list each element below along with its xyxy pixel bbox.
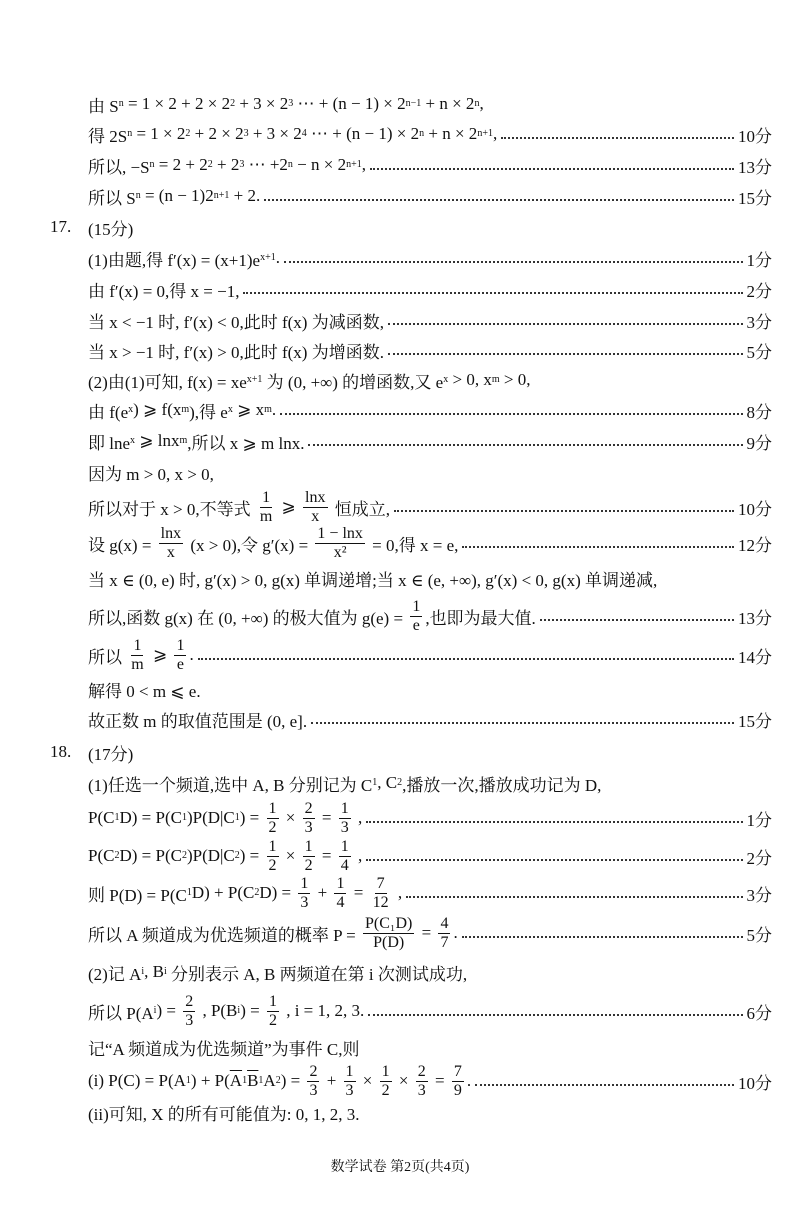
fraction (303, 490, 327, 525)
text: (ii)可知, X 的所有可能值为: 0, 1, 2, 3. (88, 1104, 360, 1124)
line-content: 所以 P(A i ) = $\frac{2}{3}$ , P(B i ) = $\frac{1}{2}$ , i = 1, 2, 3. (88, 992, 365, 1029)
text: 即 lne (88, 433, 131, 453)
dot-leader (462, 546, 734, 548)
numerator: 1 (268, 799, 277, 817)
numerator: 1 (176, 636, 185, 654)
line-content: 所以 S n = (n − 1)2 n+1 + 2. (88, 184, 260, 209)
score-label: 8分 (746, 402, 772, 422)
text: . (453, 923, 458, 942)
text: + 2 (212, 155, 240, 174)
text: P(C (88, 846, 115, 865)
denominator: x (166, 543, 175, 561)
fraction (267, 839, 279, 874)
denominator: 2 (381, 1081, 390, 1099)
text: 所以, −S (88, 157, 150, 177)
text: 所以,函数 g(x) 在 (0, +∞) 的极大值为 g(e) = (88, 608, 408, 628)
text: D) = P(C (119, 808, 182, 827)
numerator: 1 (133, 636, 142, 654)
fraction (371, 876, 391, 911)
text: P(C (88, 808, 115, 827)
dot-leader (501, 137, 734, 139)
text: ),得 e (189, 402, 228, 422)
score-label: 10分 (738, 126, 772, 146)
fraction (339, 839, 351, 874)
solution-line (88, 1032, 772, 1062)
text: , i = 1, 2, 3. (281, 1001, 365, 1020)
denominator: 2 (268, 1011, 277, 1029)
text: + (322, 1071, 341, 1090)
text: − n × 2 (292, 155, 347, 174)
text: = (430, 1071, 449, 1090)
text: 当 x < −1 时, f′(x) < 0,此时 f(x) 为减函数, (88, 312, 384, 332)
line-content (88, 599, 536, 634)
text: . (275, 248, 280, 267)
score-label: 3分 (746, 312, 772, 332)
scored-solution-line (88, 914, 772, 951)
dot-leader (370, 168, 734, 170)
text: 所以 P(A (88, 1003, 154, 1023)
question-number: 18. (50, 742, 72, 761)
numerator: 1 (340, 799, 349, 817)
text: ⩾ (148, 645, 172, 664)
text: ,播放一次,播放成功记为 D, (402, 775, 602, 795)
fraction (438, 916, 450, 951)
line-content (88, 1100, 360, 1125)
text: ⩾ x (232, 400, 265, 419)
text: ⋯ + (n − 1) × 2 (306, 124, 420, 143)
line-content (88, 338, 384, 363)
numerator: 1 (268, 837, 277, 855)
page-footer: 数学试卷 第2页(共4页) (330, 1160, 470, 1175)
score-label: 6分 (746, 1003, 772, 1023)
text: 当 x ∈ (0, e) 时, g′(x) > 0, g(x) 单调递增;当 x ∈ (e, +∞), g′(x) < 0, g(x) 单调递减, (88, 570, 658, 590)
solution-line (88, 1097, 772, 1127)
text: , (393, 883, 403, 902)
text: , (492, 124, 498, 143)
dot-leader (388, 323, 743, 325)
text: = (317, 846, 336, 865)
numerator: 1 (268, 992, 277, 1010)
text: + (313, 883, 332, 902)
line-content: 由 S n = 1 × 2 + 2 × 2 2 + 3 × 2 3 ⋯ + (n − 1) × 2 n−1 + n × 2 n , (88, 92, 484, 117)
line-content: 得 2S n = 1 × 2 2 + 2 × 2 3 + 3 × 2 4 ⋯ + (n − 1) × 2 n + n × 2 n+1 , (88, 122, 497, 147)
text: A (263, 1071, 276, 1090)
denominator: P(D) (373, 933, 405, 951)
text: 解得 0 < m ⩽ e. (88, 681, 201, 701)
denominator: 3 (185, 1011, 194, 1029)
fraction (303, 801, 315, 836)
text: 当 x > −1 时, f′(x) > 0,此时 f(x) 为增函数. (88, 342, 384, 362)
text: 所以 A 频道成为优选频道的概率 P = (88, 925, 360, 945)
numerator: P(C₁D) (365, 914, 413, 932)
text: = 2 + 2 (154, 155, 208, 174)
score-label: 14分 (738, 647, 772, 667)
text: (2)记 A (88, 964, 142, 984)
question-number: 17. (50, 217, 72, 236)
text: )P(D|C (186, 808, 235, 827)
numerator: 2 (304, 799, 313, 817)
solution-line (50, 737, 772, 767)
text: = 1 × 2 (132, 124, 186, 143)
fraction (258, 490, 274, 525)
scored-solution-line (88, 426, 772, 456)
text: , B (144, 962, 164, 981)
score-label: 10分 (738, 1073, 772, 1093)
line-content (88, 460, 214, 485)
text: ) = (239, 846, 264, 865)
denominator: e (412, 616, 420, 634)
text: 则 P(D) = P(C (88, 885, 187, 905)
text: D) = (259, 883, 296, 902)
numerator: 1 (300, 874, 309, 892)
scored-solution-line (88, 636, 772, 673)
denominator: 7 (440, 933, 449, 951)
scored-solution-line (88, 335, 772, 365)
scored-solution-line (88, 488, 772, 525)
text: > 0, x (448, 370, 492, 389)
text: (1)任选一个频道,选中 A, B 分别记为 C (88, 775, 373, 795)
numerator: 1 (345, 1062, 354, 1080)
fraction (129, 638, 145, 673)
text: ⋯ + (n − 1) × 2 (293, 94, 406, 113)
fraction (307, 1064, 319, 1099)
denominator: 2 (268, 818, 277, 836)
text: × (394, 1071, 413, 1090)
score-label: 15分 (738, 711, 772, 731)
score-label: 5分 (746, 342, 772, 362)
dot-leader (406, 896, 742, 898)
solution-line (50, 212, 772, 242)
denominator: 3 (300, 893, 309, 911)
dot-leader (264, 199, 734, 201)
text: ) = (239, 808, 264, 827)
text: = 0,得 x = e, (367, 535, 459, 555)
numerator: lnx (160, 524, 182, 542)
line-content: (1)任选一个频道,选中 A, B 分别记为 C 1 , C 2 ,播放一次,播放成功记为 D, (88, 771, 601, 796)
line-content (88, 916, 458, 951)
text: ) ⩾ f(x (133, 400, 182, 419)
dot-leader (462, 936, 743, 938)
text: , (361, 155, 366, 174)
solution-line (88, 365, 772, 395)
text: ⩾ lnx (135, 431, 180, 450)
scored-solution-line (88, 274, 772, 304)
fraction (303, 839, 315, 874)
denominator: 4 (340, 856, 349, 874)
text: ,所以 x ⩾ m lnx. (187, 433, 305, 453)
scored-solution-line (88, 305, 772, 335)
line-content: (1)由题,得 f′(x) = (x+1)e x+1 . (88, 246, 280, 271)
scored-solution-line (88, 181, 772, 211)
text: , (353, 808, 363, 827)
fraction (334, 876, 346, 911)
scored-solution-line (88, 992, 772, 1029)
text: . (466, 1071, 472, 1090)
text: ) = (156, 1001, 181, 1020)
scored-solution-line (88, 524, 772, 561)
fraction (159, 526, 183, 561)
dot-leader (388, 353, 743, 355)
text: , (353, 846, 363, 865)
denominator: 2 (268, 856, 277, 874)
line-content (88, 677, 201, 702)
fraction (315, 526, 364, 561)
score-label: 13分 (738, 157, 772, 177)
denominator: 3 (340, 818, 349, 836)
line-content: 即 lne x ⩾ lnx m ,所以 x ⩾ m lnx. (88, 429, 304, 454)
line-content (88, 638, 194, 673)
dot-leader (198, 658, 734, 660)
numerator: 4 (440, 914, 449, 932)
dot-leader (475, 1084, 734, 1086)
overlined-symbol: $\overline{A}$ (229, 1071, 243, 1090)
scored-solution-line (88, 597, 772, 634)
score-label: 10分 (738, 499, 772, 519)
fraction (410, 599, 422, 634)
text: 得 2S (88, 126, 128, 146)
scored-solution-line (88, 799, 772, 836)
text: . (271, 400, 277, 419)
text: 恒成立, (330, 499, 390, 519)
text: + n × 2 (421, 94, 475, 113)
score-label: 15分 (738, 188, 772, 208)
text: , (479, 94, 484, 113)
text: 由 f(e (88, 402, 129, 422)
denominator: m (259, 507, 273, 525)
text: ⋯ +2 (244, 155, 288, 174)
fraction (363, 916, 414, 951)
text: ) = (280, 1071, 305, 1090)
text: = (349, 883, 368, 902)
dot-leader (368, 1014, 742, 1016)
denominator: x (311, 507, 320, 525)
numerator: 2 (185, 992, 194, 1010)
solution-line (88, 768, 772, 798)
text: )P(D|C (186, 846, 235, 865)
line-content: (2)由(1)可知, f(x) = xe x+1 为 (0, +∞) 的增函数,又 e x > 0, x m > 0, (88, 368, 530, 393)
text: 所以 S (88, 188, 136, 208)
line-content (88, 215, 133, 240)
denominator: 3 (309, 1081, 318, 1099)
denominator: m (131, 655, 144, 673)
denominator: 3 (417, 1081, 426, 1099)
scored-solution-line (88, 243, 772, 273)
text: 所以 (88, 647, 127, 667)
numerator: 1 (381, 1062, 390, 1080)
text: 因为 m > 0, x > 0, (88, 464, 214, 484)
scored-solution-line (88, 119, 772, 149)
dot-leader (311, 722, 734, 724)
text: = (317, 808, 336, 827)
denominator: 3 (304, 818, 313, 836)
text: 分别表示 A, B 两频道在第 i 次测试成功, (166, 964, 468, 984)
numerator: 2 (417, 1062, 426, 1080)
text: ,也即为最大值. (425, 608, 536, 628)
text: 设 g(x) = (88, 535, 156, 555)
fraction (174, 638, 186, 673)
fraction (339, 801, 351, 836)
line-content (88, 1035, 360, 1060)
line-content (88, 490, 390, 525)
text: × (281, 808, 300, 827)
scored-solution-line (88, 837, 772, 874)
line-content (88, 707, 307, 732)
denominator: 2 (304, 856, 313, 874)
dot-leader (280, 413, 742, 415)
score-label: 3分 (746, 885, 772, 905)
dot-leader (366, 821, 742, 823)
denominator: 12 (372, 893, 389, 911)
text: 由 f′(x) = 0,得 x = −1, (88, 281, 240, 301)
text: , P(B (198, 1001, 238, 1020)
dot-leader (284, 261, 743, 263)
numerator: 1 − lnx (317, 524, 363, 542)
text: 所以对于 x > 0,不等式 (88, 499, 255, 519)
text: + 2. (229, 186, 261, 205)
denominator: 9 (453, 1081, 462, 1099)
line-content (88, 526, 458, 561)
scored-solution-line (88, 874, 772, 911)
scored-solution-line (88, 150, 772, 180)
numerator: 1 (304, 837, 313, 855)
score-label: 2分 (746, 281, 772, 301)
text: 记“A 频道成为优选频道”为事件 C,则 (88, 1039, 360, 1059)
score-label: 13分 (738, 608, 772, 628)
line-content (88, 566, 657, 591)
text: D) = P(C (119, 846, 182, 865)
denominator: x² (333, 543, 347, 561)
text: × (281, 846, 300, 865)
text: ⩾ (277, 497, 301, 516)
score-label: 1分 (746, 250, 772, 270)
line-content: 所以, −S n = 2 + 2 2 + 2 3 ⋯ +2 n − n × 2 n+1 , (88, 153, 366, 178)
numerator: 1 (412, 597, 421, 615)
dot-leader (243, 292, 742, 294)
fraction (380, 1064, 392, 1099)
fraction (267, 994, 279, 1029)
score-label: 1分 (746, 810, 772, 830)
text: + 2 × 2 (190, 124, 244, 143)
text: (x > 0),令 g′(x) = (186, 535, 313, 555)
overlined-symbol: $\overline{B}$ (247, 1071, 259, 1090)
score-label: 12分 (738, 535, 772, 555)
fraction (298, 876, 310, 911)
line-content: P(C 2 D) = P(C 2 )P(D|C 2 ) = $\frac{1}{2}$ × $\frac{1}{2}$ = $\frac{1}{4}$ , (88, 837, 363, 874)
scored-solution-line (88, 704, 772, 734)
numerator: 1 (262, 488, 271, 506)
fraction (452, 1064, 464, 1099)
fraction (416, 1064, 428, 1099)
numerator: 7 (376, 874, 385, 892)
line-content: 由 f(e x ) ⩾ f(x m ),得 e x ⩾ x m . (88, 398, 276, 423)
denominator: 4 (336, 893, 345, 911)
denominator: e (176, 655, 184, 673)
text: (17分) (88, 744, 134, 764)
scored-solution-line (88, 395, 772, 425)
solution-line (88, 457, 772, 487)
line-content (88, 308, 384, 333)
dot-leader (540, 619, 734, 621)
numerator: 1 (340, 837, 349, 855)
dot-leader (366, 859, 742, 861)
solution-line (88, 563, 772, 593)
dot-leader (394, 510, 734, 512)
solution-line (88, 674, 772, 704)
numerator: 1 (336, 874, 345, 892)
text: ) + P( (190, 1071, 230, 1090)
text: = (417, 923, 436, 942)
line-content (88, 277, 239, 302)
solution-line (88, 957, 772, 987)
line-content (88, 740, 133, 765)
text: (2)由(1)可知, f(x) = xe (88, 372, 247, 392)
scored-solution-line (88, 1062, 772, 1099)
text: D) + P(C (191, 883, 255, 902)
text: + 3 × 2 (248, 124, 302, 143)
text: , C (377, 773, 398, 792)
text: 故正数 m 的取值范围是 (0, e]. (88, 711, 308, 731)
line-content: 则 P(D) = P(C 1 D) + P(C 2 D) = $\frac{1}{3}$ + $\frac{1}{4}$ = $\frac{7}{12}$ , (88, 874, 403, 911)
score-label: 9分 (746, 433, 772, 453)
text: = 1 × 2 + 2 × 2 (123, 94, 231, 113)
denominator: 3 (345, 1081, 354, 1099)
text: = (n − 1)2 (140, 186, 214, 205)
fraction (183, 994, 195, 1029)
line-content: (2)记 A i , B i 分别表示 A, B 两频道在第 i 次测试成功, (88, 960, 467, 985)
text: + 3 × 2 (235, 94, 289, 113)
solution-line (88, 89, 772, 119)
numerator: 7 (453, 1062, 462, 1080)
text: + n × 2 (424, 124, 478, 143)
line-content: P(C 1 D) = P(C 1 )P(D|C 1 ) = $\frac{1}{2}$ × $\frac{2}{3}$ = $\frac{1}{3}$ , (88, 799, 363, 836)
fraction (267, 801, 279, 836)
fraction (344, 1064, 356, 1099)
dot-leader (308, 444, 742, 446)
score-label: 2分 (746, 848, 772, 868)
text: (i) P(C) = P(A (88, 1071, 186, 1090)
text: 为 (0, +∞) 的增函数,又 e (262, 372, 444, 392)
line-content: (i) P(C) = P(A 1 ) + P( $\overline{A}$ 1 $\overline{B}$ 1 A 2 ) = $\frac{2}{3}$ + $\frac{1}{3}$ × $\frac{1}{2}$ × $\frac{2}{3}$ = $\frac{7}{9}$ . (88, 1062, 472, 1099)
text: ) = (240, 1001, 264, 1020)
text: 由 S (88, 96, 119, 116)
text: (15分) (88, 219, 134, 239)
text: × (358, 1071, 377, 1090)
numerator: 2 (309, 1062, 318, 1080)
numerator: lnx (305, 488, 326, 506)
text: (1)由题,得 f′(x) = (x+1)e (88, 250, 261, 270)
text: . (189, 645, 194, 664)
text: > 0, (499, 370, 531, 389)
score-label: 5分 (746, 925, 772, 945)
